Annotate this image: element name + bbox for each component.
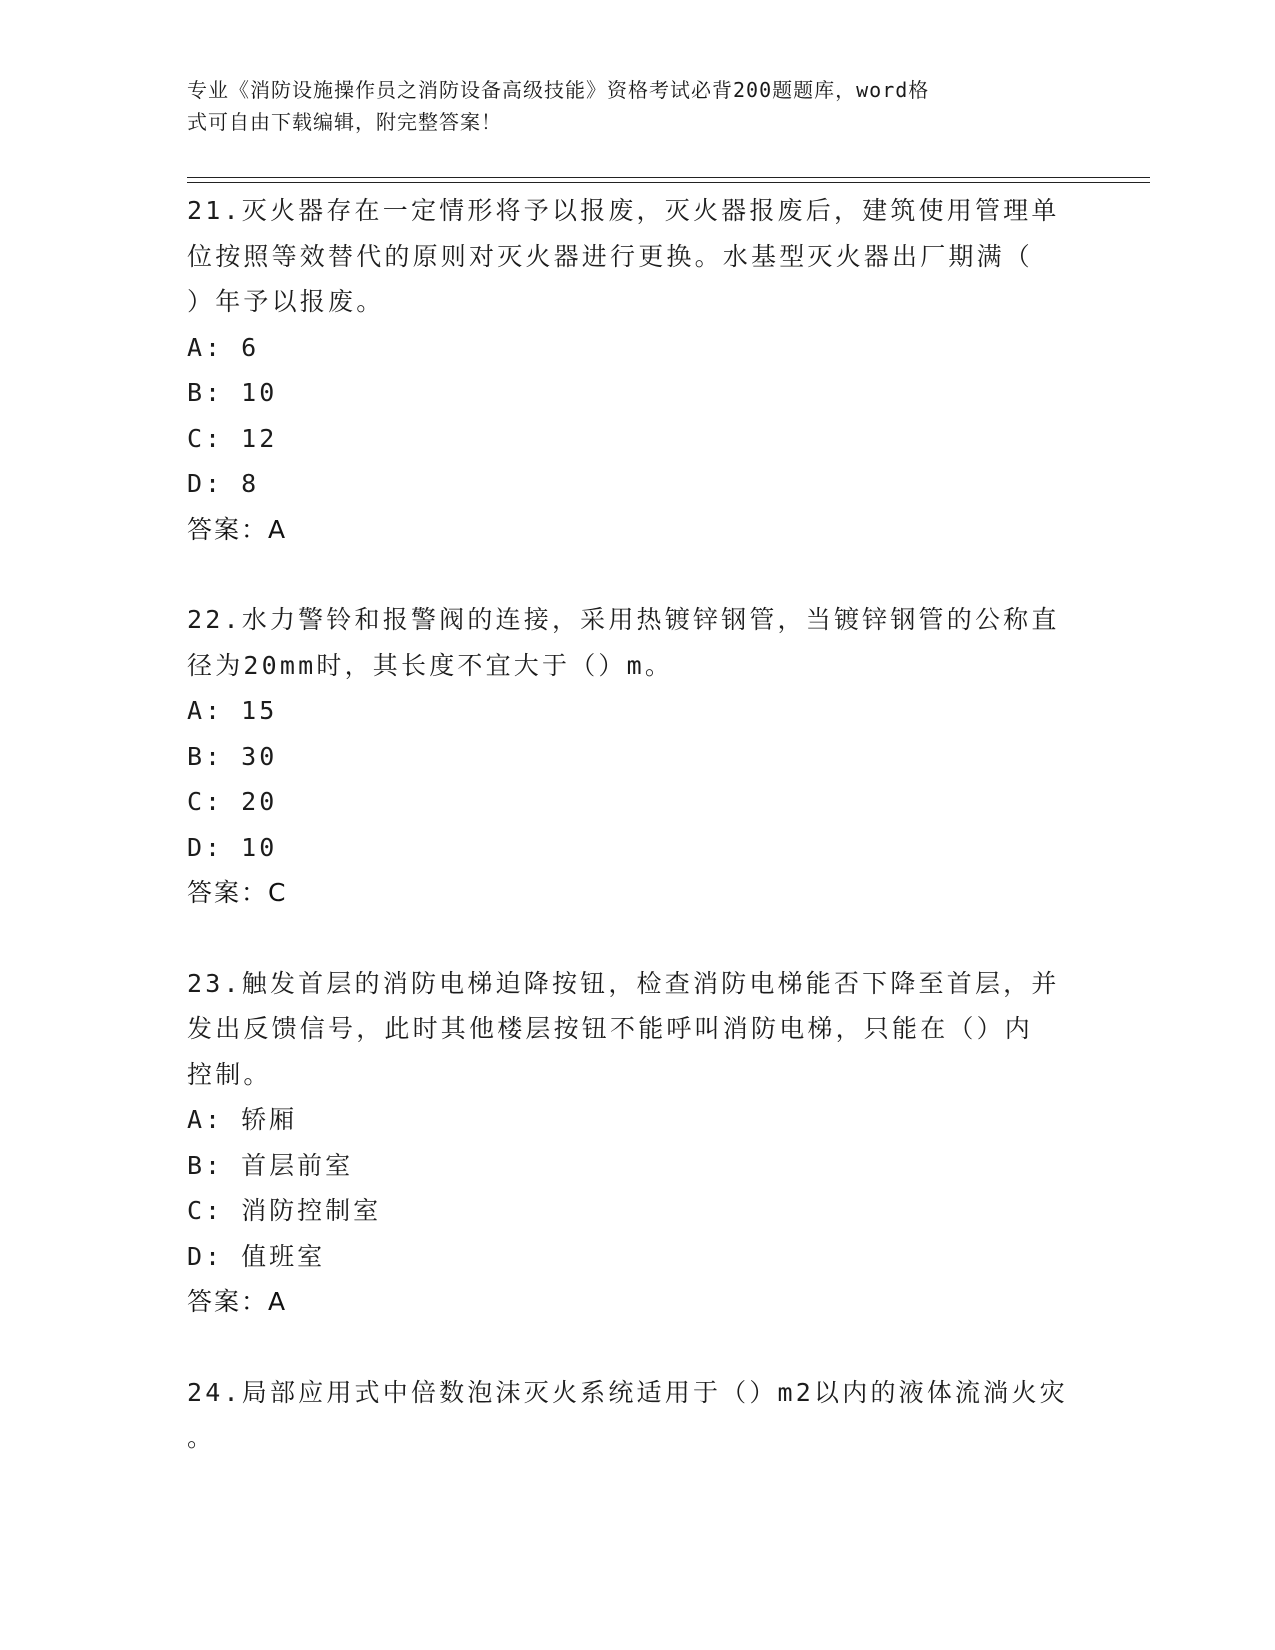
option-text: 10 <box>241 832 278 862</box>
question-stem <box>187 597 1087 688</box>
answer-line: 答案：C <box>187 878 288 907</box>
option-d <box>187 461 1087 507</box>
option-letter: A: <box>187 1105 224 1134</box>
option-d <box>187 825 1087 871</box>
stem-line: 。 <box>187 1423 216 1452</box>
option-text: 30 <box>241 741 278 771</box>
option-text: 消防控制室 <box>241 1196 382 1225</box>
question-stem <box>187 961 1087 1098</box>
option-text: 8 <box>241 469 260 498</box>
option-text: 12 <box>241 423 278 453</box>
stem-line: 24.局部应用式中倍数泡沫灭火系统适用于（）m2以内的液体流淌火灾 <box>187 1377 1068 1407</box>
option-text: 值班室 <box>241 1241 326 1271</box>
option-letter: B: <box>187 741 224 771</box>
option-letter: C: <box>187 423 224 453</box>
document-header <box>187 74 1087 138</box>
stem-line: 位按照等效替代的原则对灭火器进行更换。水基型灭火器出厂期满（ <box>187 241 1034 271</box>
question-21 <box>187 188 1087 552</box>
question-stem <box>187 1370 1087 1461</box>
stem-line: 22.水力警铃和报警阀的连接，采用热镀锌钢管，当镀锌钢管的公称直 <box>187 605 1060 634</box>
question-stem <box>187 188 1087 325</box>
question-spacer <box>187 552 1087 597</box>
question-spacer <box>187 916 1087 961</box>
option-letter: C: <box>187 787 224 816</box>
option-letter: B: <box>187 1150 224 1180</box>
stem-line: 23.触发首层的消防电梯迫降按钮，检查消防电梯能否下降至首层，并 <box>187 968 1060 998</box>
option-text: 首层前室 <box>241 1150 354 1180</box>
option-c <box>187 779 1087 825</box>
option-b <box>187 370 1087 416</box>
option-letter: B: <box>187 378 224 407</box>
question-24 <box>187 1370 1087 1461</box>
option-c <box>187 416 1087 462</box>
option-a <box>187 325 1087 371</box>
question-list <box>187 188 1087 1461</box>
stem-line: 径为20mm时，其长度不宜大于（）m。 <box>187 650 674 680</box>
stem-line: 21.灭火器存在一定情形将予以报废，灭火器报废后，建筑使用管理单 <box>187 196 1060 225</box>
option-text: 10 <box>241 378 278 407</box>
option-c <box>187 1188 1087 1234</box>
header-line-1: 专业《消防设施操作员之消防设备高级技能》资格考试必背200题题库，word格 <box>187 78 930 102</box>
question-22 <box>187 597 1087 916</box>
option-a <box>187 688 1087 734</box>
stem-line: ）年予以报废。 <box>187 287 385 316</box>
option-letter: D: <box>187 1241 224 1271</box>
stem-line: 控制。 <box>187 1059 272 1089</box>
option-d <box>187 1234 1087 1280</box>
option-text: 轿厢 <box>241 1105 298 1134</box>
option-text: 6 <box>241 332 260 362</box>
option-text: 15 <box>241 696 278 725</box>
question-23 <box>187 961 1087 1325</box>
option-b <box>187 1143 1087 1189</box>
option-b <box>187 734 1087 780</box>
option-letter: A: <box>187 696 224 725</box>
option-letter: A: <box>187 332 224 362</box>
option-letter: D: <box>187 469 224 498</box>
question-spacer <box>187 1325 1087 1370</box>
option-a <box>187 1097 1087 1143</box>
option-letter: C: <box>187 1196 224 1225</box>
answer-line: 答案：A <box>187 514 288 544</box>
option-letter: D: <box>187 832 224 862</box>
header-divider-top <box>187 177 1150 178</box>
answer-line: 答案：A <box>187 1287 288 1316</box>
header-line-2: 式可自由下载编辑，附完整答案！ <box>187 110 502 134</box>
stem-line: 发出反馈信号，此时其他楼层按钮不能呼叫消防电梯，只能在（）内 <box>187 1014 1034 1043</box>
header-divider-bottom <box>187 182 1150 183</box>
option-text: 20 <box>241 787 278 816</box>
